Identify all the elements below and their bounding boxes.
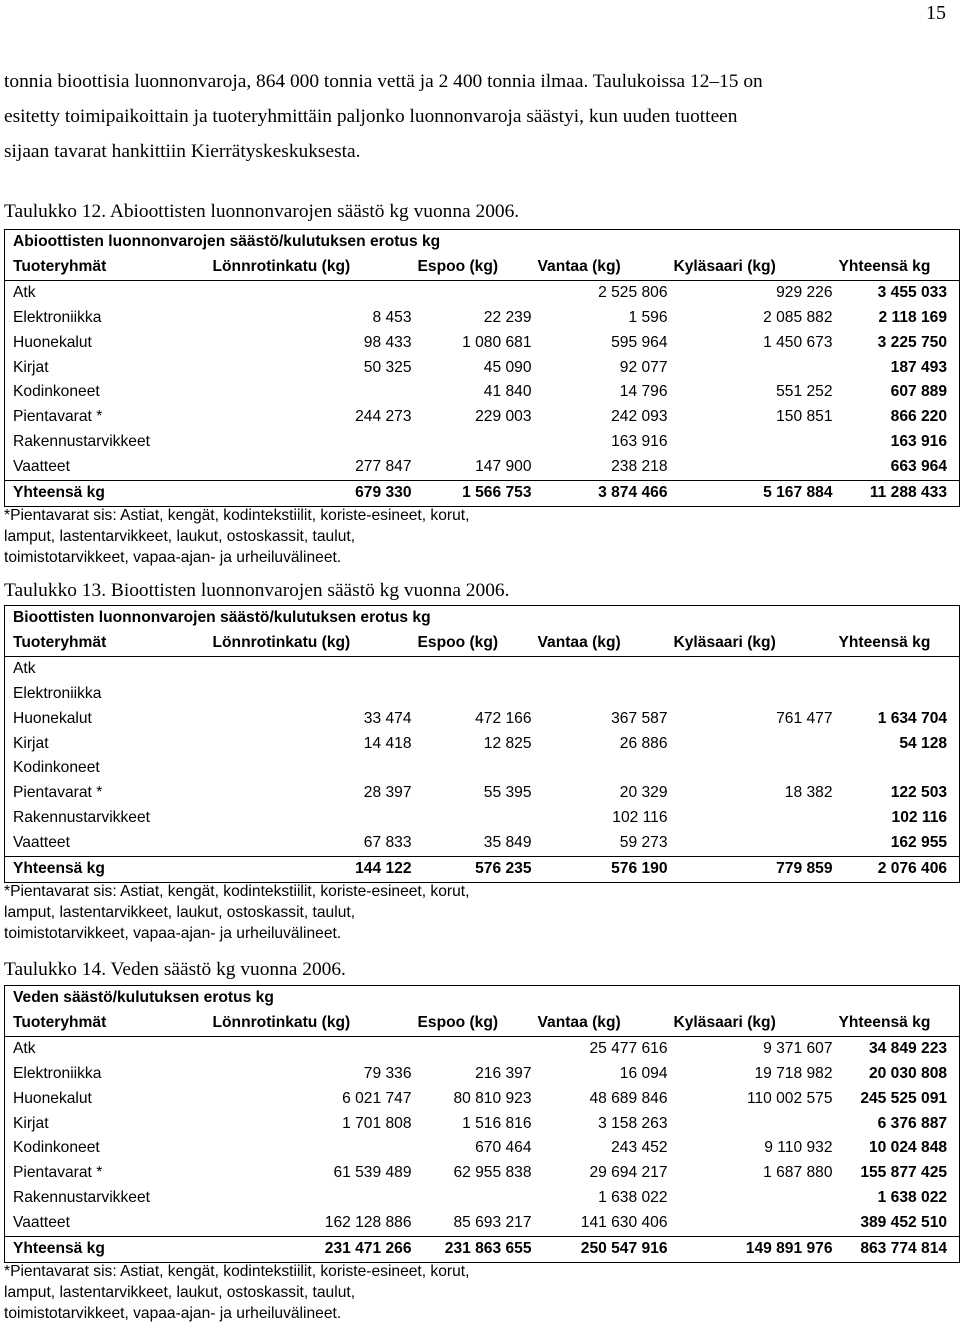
table-cell: 20 030 808 <box>836 1062 960 1087</box>
total-cell: 576 190 <box>535 857 671 883</box>
table-cell <box>535 756 671 781</box>
column-header: Espoo (kg) <box>415 255 535 280</box>
table-cell: 866 220 <box>836 405 960 430</box>
table-row <box>5 455 960 480</box>
total-cell: 5 167 884 <box>671 481 836 507</box>
column-header: Tuoteryhmät <box>5 255 210 280</box>
table-total-row <box>5 481 960 507</box>
table-cell: 33 474 <box>363 709 412 727</box>
row-label: Vaatteet <box>5 455 210 480</box>
column-header: Lönnrotinkatu (kg) <box>210 255 415 280</box>
row-label: Huonekalut <box>5 331 210 356</box>
table-cell: 163 916 <box>836 430 960 455</box>
column-header: Kyläsaari (kg) <box>671 631 836 656</box>
table-row <box>5 1186 960 1211</box>
table-cell: 761 477 <box>776 709 833 727</box>
table-cell: 244 273 <box>355 408 412 426</box>
table-cell: 243 452 <box>611 1139 668 1157</box>
table-cell <box>210 280 415 305</box>
table-cell: 20 329 <box>619 784 668 802</box>
row-label: Atk <box>5 280 210 305</box>
row-label: Kodinkoneet <box>5 1136 210 1161</box>
intro-line: esitetty toimipaikoittain ja tuoteryhmittäin paljonko luonnonvaroja säästyi, kun uuden tuotteen <box>4 106 738 127</box>
row-label: Elektroniikka <box>5 682 210 707</box>
table-cell: 245 525 091 <box>836 1087 960 1112</box>
table-cell: 55 395 <box>483 784 532 802</box>
table-row <box>5 781 960 806</box>
table-cell: 595 964 <box>611 333 668 351</box>
table-cell <box>535 682 671 707</box>
table-cell: 607 889 <box>836 380 960 405</box>
total-cell: 231 863 655 <box>415 1237 535 1263</box>
table-header-row <box>5 631 960 656</box>
row-label: Pientavarat * <box>5 405 210 430</box>
table-cell: 147 900 <box>475 458 532 476</box>
table-title: Abioottisten luonnonvarojen säästö/kulutuksen erotus kg <box>5 230 960 255</box>
table-cell: 6 021 747 <box>342 1089 412 1107</box>
table-cell: 3 455 033 <box>836 280 960 305</box>
row-label: Atk <box>5 656 210 681</box>
table-cell: 102 116 <box>612 809 668 827</box>
table-row <box>5 331 960 356</box>
table-cell: 472 166 <box>475 709 532 727</box>
table-cell <box>836 756 960 781</box>
row-label: Kirjat <box>5 732 210 757</box>
table-row <box>5 405 960 430</box>
table-cell: 25 477 616 <box>589 1039 668 1057</box>
table-cell <box>415 1036 535 1061</box>
table-cell: 670 464 <box>475 1139 532 1157</box>
table-row <box>5 380 960 405</box>
table-cell <box>671 682 836 707</box>
table-cell <box>210 380 415 405</box>
column-header: Tuoteryhmät <box>5 1011 210 1036</box>
table-row <box>5 1036 960 1061</box>
table-cell: 141 630 406 <box>580 1214 668 1232</box>
table-cell: 19 718 982 <box>754 1064 833 1082</box>
table-cell <box>671 1211 836 1236</box>
table-row <box>5 356 960 381</box>
table-row <box>5 1112 960 1137</box>
table-row <box>5 1062 960 1087</box>
table-cell: 54 128 <box>836 732 960 757</box>
table-cell <box>210 656 415 681</box>
table-cell: 1 634 704 <box>836 707 960 732</box>
total-label: Yhteensä kg <box>5 481 210 507</box>
total-cell: 3 874 466 <box>535 481 671 507</box>
total-label: Yhteensä kg <box>5 1237 210 1263</box>
table-cell: 9 110 932 <box>764 1139 833 1157</box>
table-cell <box>415 806 535 831</box>
footnote-text: *Pientavarat sis: Astiat, kengät, kodintekstiilit, koriste-esineet, korut, <box>4 883 470 900</box>
row-label: Atk <box>5 1036 210 1061</box>
table-cell: 28 397 <box>363 784 412 802</box>
footnote-text: toimistotarvikkeet, vapaa-ajan- ja urheiluvälineet. <box>4 1305 342 1322</box>
table-cell: 2 085 882 <box>763 308 833 326</box>
table-cell: 389 452 510 <box>836 1211 960 1236</box>
row-label: Huonekalut <box>5 707 210 732</box>
table-cell: 12 825 <box>483 734 532 752</box>
footnote-text: lamput, lastentarvikkeet, laukut, ostoskassit, taulut, <box>4 1284 356 1301</box>
table-cell: 1 080 681 <box>462 333 532 351</box>
table-cell <box>671 806 836 831</box>
column-header: Yhteensä kg <box>836 1011 960 1036</box>
table-cell <box>415 682 535 707</box>
row-label: Huonekalut <box>5 1087 210 1112</box>
intro-line: sijaan tavarat hankittiin Kierrätyskeskuksesta. <box>4 141 361 162</box>
table-cell <box>210 1136 415 1161</box>
row-label: Elektroniikka <box>5 1062 210 1087</box>
table-row <box>5 430 960 455</box>
table-caption: Taulukko 12. Abioottisten luonnonvarojen säästö kg vuonna 2006. <box>4 201 520 222</box>
table-cell: 3 225 750 <box>836 331 960 356</box>
table-row <box>5 732 960 757</box>
table-cell: 1 450 673 <box>763 333 833 351</box>
row-label: Kirjat <box>5 1112 210 1137</box>
table-row <box>5 306 960 331</box>
table-cell: 2 525 806 <box>598 283 668 301</box>
table-cell: 14 418 <box>363 734 412 752</box>
total-cell: 863 774 814 <box>836 1237 960 1263</box>
row-label: Pientavarat * <box>5 1161 210 1186</box>
row-label: Vaatteet <box>5 1211 210 1236</box>
table-cell: 79 336 <box>363 1064 412 1082</box>
table-title-row <box>5 606 960 631</box>
table-row <box>5 280 960 305</box>
page-number: 15 <box>926 2 946 24</box>
total-cell: 250 547 916 <box>535 1237 671 1263</box>
table-cell: 102 116 <box>836 806 960 831</box>
row-label: Rakennustarvikkeet <box>5 1186 210 1211</box>
row-label: Kodinkoneet <box>5 756 210 781</box>
column-header: Vantaa (kg) <box>535 631 671 656</box>
table-cell: 216 397 <box>475 1064 532 1082</box>
table-cell: 122 503 <box>836 781 960 806</box>
table-cell <box>210 756 415 781</box>
column-header: Espoo (kg) <box>415 631 535 656</box>
table-row <box>5 831 960 856</box>
total-cell: 11 288 433 <box>836 481 960 507</box>
column-header: Yhteensä kg <box>836 631 960 656</box>
total-cell: 144 122 <box>210 857 415 883</box>
table-cell: 48 689 846 <box>589 1089 668 1107</box>
table-cell: 162 128 886 <box>324 1214 412 1232</box>
table-cell: 1 638 022 <box>598 1189 668 1207</box>
column-header: Lönnrotinkatu (kg) <box>210 631 415 656</box>
row-label: Rakennustarvikkeet <box>5 430 210 455</box>
table-cell: 1 687 880 <box>763 1164 833 1182</box>
table-row <box>5 1161 960 1186</box>
table-cell: 163 916 <box>611 433 668 451</box>
table-total-row <box>5 857 960 883</box>
table-cell: 29 694 217 <box>589 1164 668 1182</box>
table-header-row <box>5 1011 960 1036</box>
table-cell: 187 493 <box>836 356 960 381</box>
table-cell <box>671 430 836 455</box>
row-label: Kirjat <box>5 356 210 381</box>
table-row <box>5 1087 960 1112</box>
table-row <box>5 682 960 707</box>
table-cell <box>671 732 836 757</box>
table-cell: 92 077 <box>619 358 668 376</box>
table-cell: 59 273 <box>619 834 668 852</box>
table-cell: 110 002 575 <box>746 1089 833 1107</box>
table-cell: 1 638 022 <box>836 1186 960 1211</box>
table-cell: 150 851 <box>776 408 833 426</box>
table-cell: 242 093 <box>611 408 668 426</box>
table-row <box>5 1211 960 1236</box>
table-cell: 2 118 169 <box>836 306 960 331</box>
table-cell <box>535 656 671 681</box>
row-label: Kodinkoneet <box>5 380 210 405</box>
total-cell: 576 235 <box>415 857 535 883</box>
table-cell: 551 252 <box>776 383 833 401</box>
table-title: Bioottisten luonnonvarojen säästö/kulutuksen erotus kg <box>5 606 960 631</box>
table-cell: 62 955 838 <box>453 1164 532 1182</box>
table-cell: 367 587 <box>611 709 668 727</box>
intro-paragraph <box>4 64 952 169</box>
table-cell: 663 964 <box>836 455 960 480</box>
footnote-text: lamput, lastentarvikkeet, laukut, ostoskassit, taulut, <box>4 528 356 545</box>
table-cell: 50 325 <box>363 358 412 376</box>
column-header: Vantaa (kg) <box>535 1011 671 1036</box>
data-table <box>4 229 960 507</box>
table-cell <box>415 756 535 781</box>
table-cell <box>671 356 836 381</box>
table-cell: 34 849 223 <box>836 1036 960 1061</box>
total-cell: 779 859 <box>671 857 836 883</box>
table-caption: Taulukko 14. Veden säästö kg vuonna 2006. <box>4 959 346 980</box>
table-cell: 61 539 489 <box>333 1164 412 1182</box>
table-cell <box>671 1112 836 1137</box>
column-header: Espoo (kg) <box>415 1011 535 1036</box>
table-row <box>5 806 960 831</box>
table-cell: 8 453 <box>372 308 412 326</box>
footnote-text: *Pientavarat sis: Astiat, kengät, kodintekstiilit, koriste-esineet, korut, <box>4 1263 470 1280</box>
table-cell <box>671 656 836 681</box>
total-cell: 231 471 266 <box>210 1237 415 1263</box>
footnote-text: lamput, lastentarvikkeet, laukut, ostoskassit, taulut, <box>4 904 356 921</box>
total-cell: 1 566 753 <box>415 481 535 507</box>
column-header: Kyläsaari (kg) <box>671 255 836 280</box>
table-cell: 26 886 <box>619 734 668 752</box>
table-cell <box>415 280 535 305</box>
column-header: Lönnrotinkatu (kg) <box>210 1011 415 1036</box>
table-footnote <box>4 881 952 944</box>
row-label: Vaatteet <box>5 831 210 856</box>
table-cell: 85 693 217 <box>453 1214 532 1232</box>
table-cell <box>210 430 415 455</box>
table-row <box>5 756 960 781</box>
table-cell <box>415 656 535 681</box>
total-cell: 679 330 <box>210 481 415 507</box>
table-cell: 45 090 <box>483 358 532 376</box>
table-footnote <box>4 1261 952 1324</box>
table-cell: 67 833 <box>363 834 412 852</box>
table-title-row <box>5 230 960 255</box>
footnote-text: toimistotarvikkeet, vapaa-ajan- ja urheiluvälineet. <box>4 549 342 566</box>
total-cell: 2 076 406 <box>836 857 960 883</box>
table-cell: 16 094 <box>619 1064 668 1082</box>
table-cell <box>210 682 415 707</box>
table-footnote <box>4 505 952 568</box>
table-cell: 98 433 <box>363 333 412 351</box>
table-cell: 155 877 425 <box>836 1161 960 1186</box>
row-label: Rakennustarvikkeet <box>5 806 210 831</box>
row-label: Elektroniikka <box>5 306 210 331</box>
table-cell: 3 158 263 <box>598 1114 668 1132</box>
total-cell: 149 891 976 <box>671 1237 836 1263</box>
intro-line: tonnia bioottisia luonnonvaroja, 864 000 tonnia vettä ja 2 400 tonnia ilmaa. Taulukoissa 12–15 on <box>4 71 763 92</box>
table-cell <box>415 430 535 455</box>
table-cell: 41 840 <box>483 383 532 401</box>
table-cell: 162 955 <box>836 831 960 856</box>
table-header-row <box>5 255 960 280</box>
footnote-text: *Pientavarat sis: Astiat, kengät, kodintekstiilit, koriste-esineet, korut, <box>4 507 470 524</box>
table-cell: 238 218 <box>611 458 668 476</box>
table-cell: 80 810 923 <box>453 1089 532 1107</box>
table-cell <box>671 1186 836 1211</box>
footnote-text: toimistotarvikkeet, vapaa-ajan- ja urheiluvälineet. <box>4 925 342 942</box>
table-cell <box>415 1186 535 1211</box>
row-label: Pientavarat * <box>5 781 210 806</box>
table-row <box>5 707 960 732</box>
table-cell <box>836 656 960 681</box>
table-cell: 229 003 <box>475 408 532 426</box>
table-cell <box>836 682 960 707</box>
column-header: Kyläsaari (kg) <box>671 1011 836 1036</box>
table-cell: 1 516 816 <box>462 1114 532 1132</box>
table-cell <box>671 831 836 856</box>
table-row <box>5 656 960 681</box>
column-header: Vantaa (kg) <box>535 255 671 280</box>
table-cell: 14 796 <box>619 383 668 401</box>
table-row <box>5 1136 960 1161</box>
table-cell: 18 382 <box>784 784 833 802</box>
table-cell <box>210 1186 415 1211</box>
table-cell: 277 847 <box>355 458 412 476</box>
table-cell <box>210 1036 415 1061</box>
column-header: Tuoteryhmät <box>5 631 210 656</box>
column-header: Yhteensä kg <box>836 255 960 280</box>
table-cell <box>671 756 836 781</box>
table-cell: 1 701 808 <box>342 1114 412 1132</box>
table-cell: 35 849 <box>483 834 532 852</box>
table-caption: Taulukko 13. Bioottisten luonnonvarojen säästö kg vuonna 2006. <box>4 580 510 601</box>
table-cell: 10 024 848 <box>836 1136 960 1161</box>
table-cell <box>210 806 415 831</box>
total-label: Yhteensä kg <box>5 857 210 883</box>
table-cell: 22 239 <box>483 308 532 326</box>
table-total-row <box>5 1237 960 1263</box>
table-title-row <box>5 986 960 1011</box>
table-title: Veden säästö/kulutuksen erotus kg <box>5 986 960 1011</box>
data-table <box>4 985 960 1263</box>
table-cell: 9 371 607 <box>763 1039 833 1057</box>
table-cell: 6 376 887 <box>836 1112 960 1137</box>
table-cell <box>671 455 836 480</box>
data-table <box>4 605 960 883</box>
table-cell: 929 226 <box>776 283 833 301</box>
table-cell: 1 596 <box>628 308 668 326</box>
